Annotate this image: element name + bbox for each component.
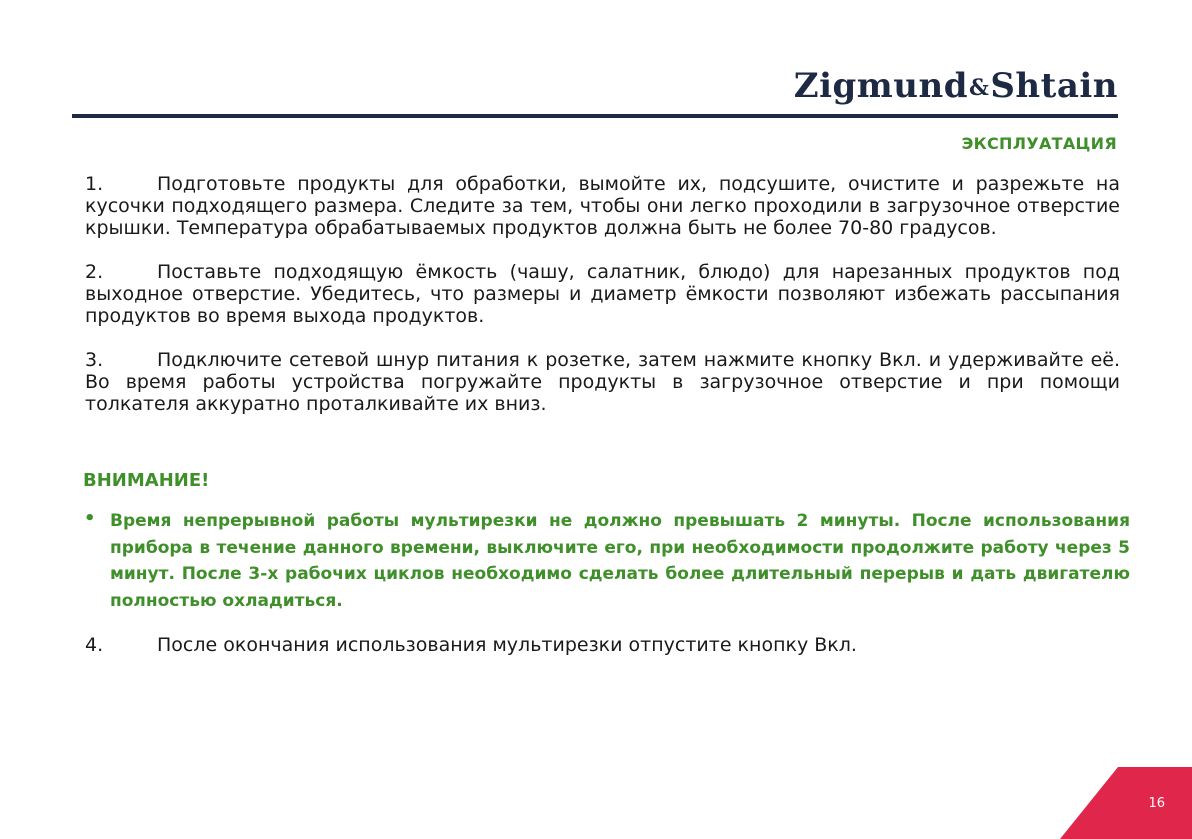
- page-number: 16: [1148, 796, 1165, 811]
- step-number: 1.: [85, 173, 104, 195]
- step-text: Поставьте подходящую ёмкость (чашу, салатник, блюдо) для нарезанных продуктов под выходное отверстие. Убедитесь, что размеры и диаметр ёмкости позволяют избежать рассыпания продуктов во время выхода продуктов.: [85, 261, 1120, 327]
- warning-bullet-item: [84, 508, 1130, 614]
- brand-name-right: Shtain: [990, 66, 1118, 106]
- warning-heading: ВНИМАНИЕ!: [83, 470, 210, 491]
- step-text: Подготовьте продукты для обработки, вымойте их, подсушите, очистите и разрежьте на кусочки подходящего размера. Следите за тем, чтобы они легко проходили в загрузочное отверстие крышки. Температура обрабатываемых продуктов должна быть не более 70-80 градусов.: [85, 173, 1120, 239]
- step-text: Подключите сетевой шнур питания к розетке, затем нажмите кнопку Вкл. и удерживайте её. Во время работы устройства погружайте продукты в загрузочное отверстие и при помощи толкателя аккуратно проталкивайте их вниз.: [85, 349, 1120, 415]
- instruction-steps: [85, 173, 1120, 437]
- section-title: ЭКСПЛУАТАЦИЯ: [961, 134, 1117, 153]
- header-divider: [72, 114, 1118, 118]
- step-number: 2.: [85, 261, 104, 283]
- bullet-dot-icon: •: [84, 508, 96, 529]
- step-1: [85, 173, 1120, 239]
- step-2: [85, 261, 1120, 327]
- step-number: 4.: [85, 634, 104, 656]
- brand-ampersand: &: [968, 75, 990, 101]
- step-4: [85, 634, 1120, 656]
- brand-logo: [794, 66, 1118, 106]
- step-text: После окончания использования мультирезки отпустите кнопку Вкл.: [157, 634, 857, 656]
- brand-name-left: Zigmund: [793, 66, 968, 106]
- step-number: 3.: [85, 349, 104, 371]
- page-corner-badge: [1060, 767, 1192, 839]
- corner-triangle-shape: [1060, 767, 1192, 839]
- warning-text: Время непрерывной работы мультирезки не должно превышать 2 минуты. После использования прибора в течение данного времени, выключите его, при необходимости продолжите работу через 5 минут. После 3-х рабочих циклов необходимо сделать более длительный перерыв и дать двигателю полностью охладиться.: [110, 511, 1130, 611]
- step-3: [85, 349, 1120, 415]
